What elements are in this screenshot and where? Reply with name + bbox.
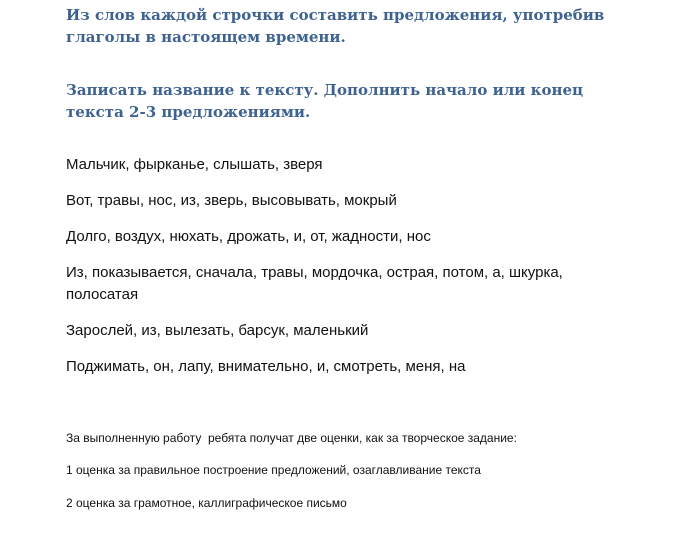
word-line: Поджимать, он, лапу, внимательно, и, смотреть, меня, на bbox=[66, 358, 466, 375]
task-heading-2: Записать название к тексту. Дополнить начало или конец текста 2-3 предложениями. bbox=[66, 81, 584, 121]
word-line: Зарослей, из, вылезать, барсук, маленький bbox=[66, 322, 369, 339]
word-line: Мальчик, фырканье, слышать, зверя bbox=[66, 156, 323, 173]
word-line: Вот, травы, нос, из, зверь, высовывать, мокрый bbox=[66, 192, 397, 209]
word-line: Из, показывается, сначала, травы, мордочка, острая, потом, а, шкурка, полосатая bbox=[66, 264, 563, 303]
word-lines-list bbox=[66, 154, 626, 392]
grading-note-second: 2 оценка за грамотное, каллиграфическое письмо bbox=[66, 496, 347, 510]
grading-note-intro: За выполненную работу ребята получат две оценки, как за творческое задание: bbox=[66, 431, 517, 445]
task-heading-1: Из слов каждой строчки составить предложения, употребив глаголы в настоящем времени. bbox=[66, 6, 605, 46]
word-line: Долго, воздух, нюхать, дрожать, и, от, жадности, нос bbox=[66, 228, 431, 245]
grading-note-first: 1 оценка за правильное построение предложений, озаглавливание текста bbox=[66, 463, 481, 477]
